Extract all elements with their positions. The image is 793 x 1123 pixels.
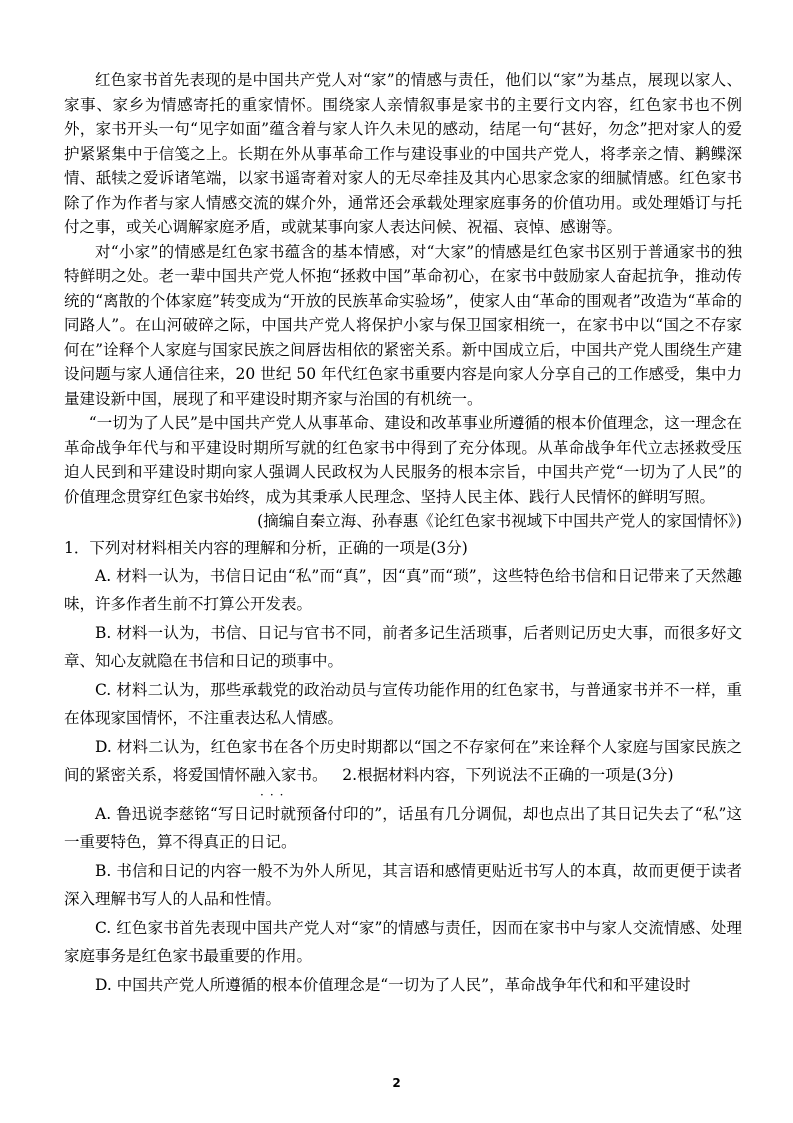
article-source: (摘编自秦立海、孙春惠《论红色家书视域下中国共产党人的家国情怀》)	[257, 512, 742, 530]
article-paragraph-1: 红色家书首先表现的是中国共产党人对“家”的情感与责任，他们以“家”为基点，展现以家人、家事、家乡为情感寄托的重家情怀。围绕家人亲情叙事是家书的主要行文内容，红色家书也不例外，家书开头一句“见字如面”蕴含着与家人许久未见的感动，结尾一句“甚好，勿念”把对家人的爱护紧紧集中于信笺之上。长期在外从事革命工作与建设事业的中国共产党人，将孝亲之情、鹣鲽深情、舐犊之爱诉诸笔端，以家书遥寄着对家人的无尽牵挂及其内心思家念家的细腻情感。红色家书除了作为作者与家人情感交流的媒介外，通常还会承载处理家庭事务的价值功用。或处理婚订与托付之事，或关心调解家庭矛盾，或就某事向家人表达问候、祝福、哀悼、感谢等。	[64, 71, 742, 236]
question-1-option-a: A. 材料一认为，书信日记由“私”而“真”，因“真”而“琐”，这些特色给书信和日记带来了天然趣味，许多作者生前不打算公开发表。	[64, 566, 742, 613]
emphasis-dots: ···	[260, 787, 290, 802]
question-1-option-d-and-question-2-stem: D. 材料二认为，红色家书在各个历史时期都以“国之不存家何在”来诠释个人家庭与国家民族之间的紧密关系，将爱国情怀融入家书。 2.根据材料内容，下列说法不正确的一项是(3分)	[64, 737, 742, 784]
question-1-stem: 1．下列对材料相关内容的理解和分析，正确的一项是(3分)	[64, 538, 468, 557]
article-paragraph-3: “一切为了人民”是中国共产党人从事革命、建设和改革事业所遵循的根本价值理念，这一理念在革命战争年代与和平建设时期所写就的红色家书中得到了充分体现。从革命战争年代立志拯救受压迫人民到和平建设时期向家人强调人民政权为人民服务的根本宗旨，中国共产党“一切为了人民”的价值理念贯穿红色家书始终，成为其秉承人民理念、坚持人民主体、践行人民情怀的鲜明写照。	[64, 414, 742, 506]
question-2-option-c: C. 红色家书首先表现中国共产党人对“家”的情感与责任，因而在家书中与家人交流情感、处理家庭事务是红色家书最重要的作用。	[64, 918, 742, 965]
page-number: 2	[392, 1076, 401, 1090]
question-2-option-a: A. 鲁迅说李慈铭“写日记时就预备付印的”，话虽有几分调侃，却也点出了其日记失去了“私”这一重要特色，算不得真正的日记。	[64, 804, 742, 851]
question-2-option-d: D. 中国共产党人所遵循的根本价值理念是“一切为了人民”，革命战争年代和和平建设时	[95, 975, 691, 994]
question-2-option-b: B. 书信和日记的内容一般不为外人所见，其言语和感情更贴近书写人的本真，故而更便于读者深入理解书写人的人品和性情。	[64, 861, 742, 908]
page-content	[64, 68, 742, 999]
question-1-option-c: C. 材料二认为，那些承载党的政治动员与宣传功能作用的红色家书，与普通家书并不一样，重在体现家国情怀，不注重表达私人情感。	[64, 680, 742, 727]
article-paragraph-2: 对“小家”的情感是红色家书蕴含的基本情感，对“大家”的情感是红色家书区别于普通家书的独特鲜明之处。老一辈中国共产党人怀抱“拯救中国”革命初心，在家书中鼓励家人奋起抗争，推动传统的“离散的个体家庭”转变成为“开放的民族革命实验场”，使家人由“革命的围观者”改造为“革命的同路人”。在山河破碎之际，中国共产党人将保护小家与保卫国家相统一，在家书中以“国之不存家何在”诠释个人家庭与国家民族之间唇齿相依的紧密关系。新中国成立后，中国共产党人围绕生产建设问题与家人通信往来，20 世纪 50 年代红色家书重要内容是向家人分享自己的工作感受，集中力量建设新中国，展现了和平建设时期齐家与治国的有机统一。	[64, 242, 742, 408]
question-1-option-b: B. 材料一认为，书信、日记与官书不同，前者多记生活琐事，后者则记历史大事，而很多好文章、知心友就隐在书信和日记的琐事中。	[64, 623, 742, 670]
